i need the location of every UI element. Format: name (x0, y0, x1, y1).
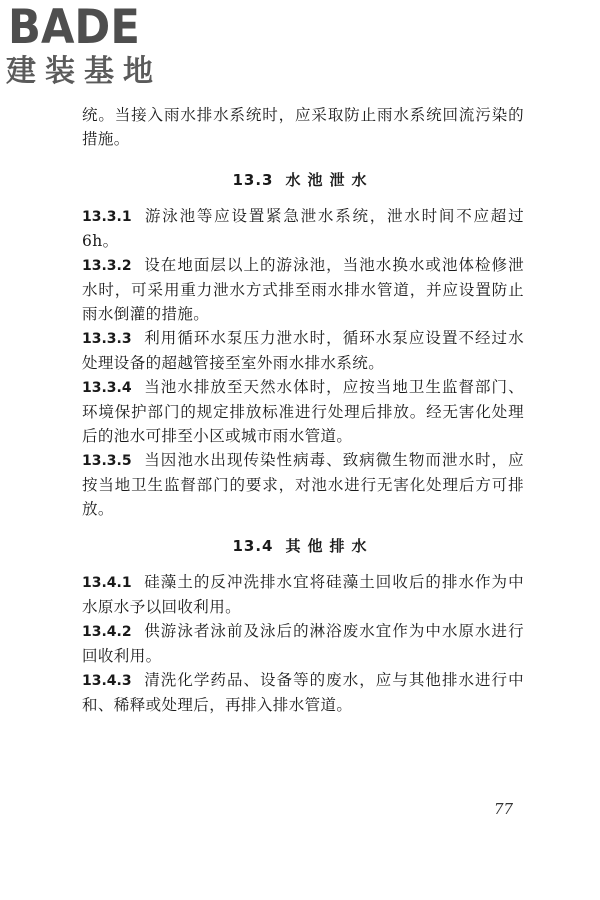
clause-number: 13.4.3 (82, 673, 132, 689)
clause-number: 13.3.4 (82, 380, 132, 396)
section-number: 13.4 (232, 537, 274, 555)
page-number: 77 (494, 800, 514, 818)
clause-13-4-3 (82, 668, 524, 717)
clause-text: 硅藻土的反冲洗排水宜将硅藻土回收后的排水作为中水原水予以回收利用。 (82, 573, 524, 616)
clause-text: 利用循环水泵压力泄水时，循环水泵应设置不经过水处理设备的超越管接至室外雨水排水系统。 (82, 329, 524, 372)
bade-logo (6, 0, 176, 90)
clause-text: 清洗化学药品、设备等的废水，应与其他排水进行中和、稀释或处理后，再排入排水管道。 (82, 671, 524, 714)
clause-13-4-1 (82, 570, 524, 619)
clause-number: 13.3.1 (82, 209, 132, 225)
logo-wordmark: BADE (8, 0, 140, 55)
clause-number: 13.4.2 (82, 624, 132, 640)
section-number: 13.3 (232, 171, 274, 189)
section-title: 水池泄水 (285, 171, 374, 189)
clause-13-3-1 (82, 204, 524, 253)
clause-text: 当因池水出现传染性病毒、致病微生物而泄水时，应按当地卫生监督部门的要求，对池水进行无害化处理后方可排放。 (82, 451, 524, 518)
clause-text: 游泳池等应设置紧急泄水系统，泄水时间不应超过 6h。 (82, 207, 524, 250)
clause-number: 13.4.1 (82, 575, 132, 591)
clause-13-3-3 (82, 326, 524, 375)
clause-13-3-5 (82, 448, 524, 521)
clause-text: 供游泳者泳前及泳后的淋浴废水宜作为中水原水进行回收利用。 (82, 622, 524, 665)
section-heading-13-4 (82, 535, 524, 556)
clause-number: 13.3.2 (82, 258, 132, 274)
section-title: 其他排水 (285, 537, 374, 555)
clause-text: 当池水排放至天然水体时，应按当地卫生监督部门、环境保护部门的规定排放标准进行处理后排放。经无害化处理后的池水可排至小区或城市雨水管道。 (82, 378, 524, 445)
section-heading-13-3 (82, 169, 524, 190)
clause-number: 13.3.3 (82, 331, 132, 347)
logo-chinese-name: 建装基地 (6, 54, 162, 89)
document-body (82, 103, 524, 717)
intro-paragraph: 统。当接入雨水排水系统时，应采取防止雨水系统回流污染的措施。 (82, 106, 524, 148)
clause-13-3-4 (82, 375, 524, 448)
clause-text: 设在地面层以上的游泳池，当池水换水或池体检修泄水时，可采用重力泄水方式排至雨水排水管道，并应设置防止雨水倒灌的措施。 (82, 256, 524, 323)
clause-number: 13.3.5 (82, 453, 132, 469)
clause-13-4-2 (82, 619, 524, 668)
clause-13-3-2 (82, 253, 524, 326)
